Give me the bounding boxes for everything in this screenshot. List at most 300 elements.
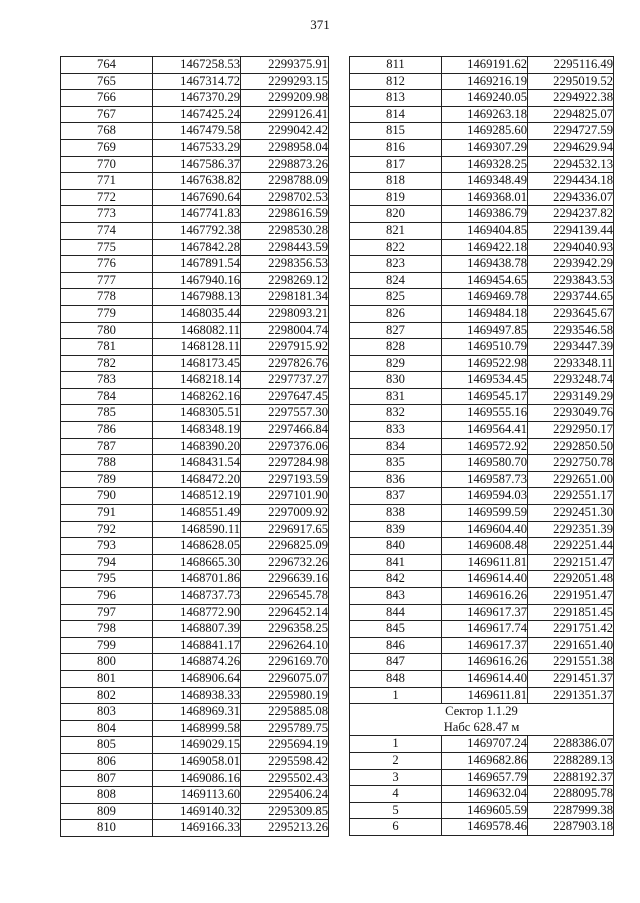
y-coordinate-cell: 2293149.29 xyxy=(528,388,614,405)
x-coordinate-cell: 1469522.98 xyxy=(442,355,528,372)
x-coordinate-cell: 1469611.81 xyxy=(442,554,528,571)
point-number-cell: 778 xyxy=(61,289,153,306)
table-row xyxy=(350,819,614,836)
table-row xyxy=(350,521,614,538)
point-number-cell: 848 xyxy=(350,670,442,687)
table-row xyxy=(350,173,614,190)
x-coordinate-cell: 1469657.79 xyxy=(442,769,528,786)
point-number-cell: 777 xyxy=(61,272,153,289)
point-number-cell: 837 xyxy=(350,488,442,505)
point-number-cell: 787 xyxy=(61,438,153,455)
table-row xyxy=(350,736,614,753)
y-coordinate-cell: 2298530.28 xyxy=(241,222,329,239)
y-coordinate-cell: 2298873.26 xyxy=(241,156,329,173)
y-coordinate-cell: 2292451.30 xyxy=(528,505,614,522)
y-coordinate-cell: 2292551.17 xyxy=(528,488,614,505)
y-coordinate-cell: 2293744.65 xyxy=(528,289,614,306)
y-coordinate-cell: 2294922.38 xyxy=(528,90,614,107)
x-coordinate-cell: 1468262.16 xyxy=(153,388,241,405)
x-coordinate-cell: 1468305.51 xyxy=(153,405,241,422)
x-coordinate-cell: 1468841.17 xyxy=(153,637,241,654)
point-number-cell: 809 xyxy=(61,803,153,820)
x-coordinate-cell: 1467690.64 xyxy=(153,189,241,206)
table-row xyxy=(61,604,329,621)
y-coordinate-cell: 2287903.18 xyxy=(528,819,614,836)
point-number-cell: 817 xyxy=(350,156,442,173)
point-number-cell: 847 xyxy=(350,654,442,671)
table-row xyxy=(350,123,614,140)
x-coordinate-cell: 1469608.48 xyxy=(442,538,528,555)
y-coordinate-cell: 2297284.98 xyxy=(241,455,329,472)
point-number-cell: 797 xyxy=(61,604,153,621)
table-row xyxy=(61,206,329,223)
table-row xyxy=(350,372,614,389)
x-coordinate-cell: 1469113.60 xyxy=(153,787,241,804)
x-coordinate-cell: 1468701.86 xyxy=(153,571,241,588)
table-row xyxy=(350,687,614,704)
table-row xyxy=(61,90,329,107)
table-row xyxy=(350,239,614,256)
table-row xyxy=(61,670,329,687)
x-coordinate-cell: 1469617.74 xyxy=(442,621,528,638)
table-row xyxy=(61,621,329,638)
x-coordinate-cell: 1468772.90 xyxy=(153,604,241,621)
y-coordinate-cell: 2291551.38 xyxy=(528,654,614,671)
table-row xyxy=(350,339,614,356)
table-row xyxy=(350,488,614,505)
table-row xyxy=(350,222,614,239)
table-row xyxy=(61,588,329,605)
table-row xyxy=(61,222,329,239)
y-coordinate-cell: 2296075.07 xyxy=(241,670,329,687)
y-coordinate-cell: 2297193.59 xyxy=(241,471,329,488)
y-coordinate-cell: 2297466.84 xyxy=(241,422,329,439)
x-coordinate-cell: 1467314.72 xyxy=(153,73,241,90)
x-coordinate-cell: 1469263.18 xyxy=(442,106,528,123)
point-number-cell: 821 xyxy=(350,222,442,239)
x-coordinate-cell: 1467940.16 xyxy=(153,272,241,289)
y-coordinate-cell: 2293248.74 xyxy=(528,372,614,389)
point-number-cell: 767 xyxy=(61,106,153,123)
y-coordinate-cell: 2298958.04 xyxy=(241,139,329,156)
y-coordinate-cell: 2293843.53 xyxy=(528,272,614,289)
table-row xyxy=(61,737,329,754)
point-number-cell: 785 xyxy=(61,405,153,422)
table-row xyxy=(61,189,329,206)
table-row xyxy=(61,139,329,156)
x-coordinate-cell: 1469484.18 xyxy=(442,305,528,322)
y-coordinate-cell: 2295213.26 xyxy=(241,820,329,837)
y-coordinate-cell: 2292651.00 xyxy=(528,471,614,488)
table-row xyxy=(350,289,614,306)
x-coordinate-cell: 1469029.15 xyxy=(153,737,241,754)
table-row xyxy=(350,538,614,555)
table-row xyxy=(350,471,614,488)
point-number-cell: 841 xyxy=(350,554,442,571)
x-coordinate-cell: 1468874.26 xyxy=(153,654,241,671)
table-row xyxy=(350,57,614,74)
point-number-cell: 6 xyxy=(350,819,442,836)
y-coordinate-cell: 2299126.41 xyxy=(241,106,329,123)
point-number-cell: 834 xyxy=(350,438,442,455)
y-coordinate-cell: 2296264.10 xyxy=(241,637,329,654)
table-row xyxy=(350,206,614,223)
y-coordinate-cell: 2293348.11 xyxy=(528,355,614,372)
point-number-cell: 808 xyxy=(61,787,153,804)
coordinates-table-right xyxy=(349,56,614,836)
y-coordinate-cell: 2298356.53 xyxy=(241,256,329,273)
y-coordinate-cell: 2294727.59 xyxy=(528,123,614,140)
table-row xyxy=(61,256,329,273)
x-coordinate-cell: 1469386.79 xyxy=(442,206,528,223)
point-number-cell: 816 xyxy=(350,139,442,156)
point-number-cell: 807 xyxy=(61,770,153,787)
x-coordinate-cell: 1468551.49 xyxy=(153,505,241,522)
table-row xyxy=(350,588,614,605)
point-number-cell: 822 xyxy=(350,239,442,256)
x-coordinate-cell: 1469572.92 xyxy=(442,438,528,455)
sector-header xyxy=(350,704,614,736)
table-row xyxy=(350,388,614,405)
point-number-cell: 2 xyxy=(350,752,442,769)
x-coordinate-cell: 1468590.11 xyxy=(153,521,241,538)
table-row xyxy=(350,438,614,455)
point-number-cell: 771 xyxy=(61,173,153,190)
y-coordinate-cell: 2299375.91 xyxy=(241,57,329,74)
x-coordinate-cell: 1468737.73 xyxy=(153,588,241,605)
point-number-cell: 781 xyxy=(61,339,153,356)
point-number-cell: 831 xyxy=(350,388,442,405)
y-coordinate-cell: 2295885.08 xyxy=(241,704,329,721)
x-coordinate-cell: 1468906.64 xyxy=(153,670,241,687)
point-number-cell: 824 xyxy=(350,272,442,289)
x-coordinate-cell: 1467370.29 xyxy=(153,90,241,107)
point-number-cell: 802 xyxy=(61,687,153,704)
y-coordinate-cell: 2299042.42 xyxy=(241,123,329,140)
point-number-cell: 788 xyxy=(61,455,153,472)
table-row xyxy=(350,73,614,90)
table-row xyxy=(350,554,614,571)
point-number-cell: 764 xyxy=(61,57,153,74)
x-coordinate-cell: 1468431.54 xyxy=(153,455,241,472)
x-coordinate-cell: 1469594.03 xyxy=(442,488,528,505)
y-coordinate-cell: 2297009.92 xyxy=(241,505,329,522)
x-coordinate-cell: 1469707.24 xyxy=(442,736,528,753)
y-coordinate-cell: 2287999.38 xyxy=(528,802,614,819)
x-coordinate-cell: 1469564.41 xyxy=(442,422,528,439)
y-coordinate-cell: 2292750.78 xyxy=(528,455,614,472)
table-row xyxy=(61,438,329,455)
table-row xyxy=(350,604,614,621)
x-coordinate-cell: 1468512.19 xyxy=(153,488,241,505)
table-row xyxy=(350,786,614,803)
y-coordinate-cell: 2294532.13 xyxy=(528,156,614,173)
y-coordinate-cell: 2292850.50 xyxy=(528,438,614,455)
x-coordinate-cell: 1468035.44 xyxy=(153,305,241,322)
x-coordinate-cell: 1469617.37 xyxy=(442,637,528,654)
point-number-cell: 793 xyxy=(61,538,153,555)
y-coordinate-cell: 2288095.78 xyxy=(528,786,614,803)
table-row xyxy=(61,704,329,721)
sector-name: Сектор 1.1.29 xyxy=(445,704,518,719)
point-number-cell: 818 xyxy=(350,173,442,190)
table-row xyxy=(61,123,329,140)
y-coordinate-cell: 2294825.07 xyxy=(528,106,614,123)
point-number-cell: 790 xyxy=(61,488,153,505)
table-row xyxy=(61,488,329,505)
y-coordinate-cell: 2298004.74 xyxy=(241,322,329,339)
table-row xyxy=(61,73,329,90)
x-coordinate-cell: 1467479.58 xyxy=(153,123,241,140)
x-coordinate-cell: 1469545.17 xyxy=(442,388,528,405)
point-number-cell: 827 xyxy=(350,322,442,339)
x-coordinate-cell: 1469328.25 xyxy=(442,156,528,173)
table-row xyxy=(350,455,614,472)
x-coordinate-cell: 1468173.45 xyxy=(153,355,241,372)
table-row xyxy=(61,654,329,671)
y-coordinate-cell: 2294237.82 xyxy=(528,206,614,223)
table-row xyxy=(350,654,614,671)
table-row xyxy=(350,355,614,372)
x-coordinate-cell: 1468218.14 xyxy=(153,372,241,389)
y-coordinate-cell: 2293546.58 xyxy=(528,322,614,339)
point-number-cell: 836 xyxy=(350,471,442,488)
x-coordinate-cell: 1468628.05 xyxy=(153,538,241,555)
point-number-cell: 792 xyxy=(61,521,153,538)
table-row xyxy=(61,422,329,439)
point-number-cell: 779 xyxy=(61,305,153,322)
table-row xyxy=(350,505,614,522)
table-row xyxy=(61,505,329,522)
x-coordinate-cell: 1467891.54 xyxy=(153,256,241,273)
y-coordinate-cell: 2295694.19 xyxy=(241,737,329,754)
y-coordinate-cell: 2296732.26 xyxy=(241,554,329,571)
point-number-cell: 819 xyxy=(350,189,442,206)
point-number-cell: 814 xyxy=(350,106,442,123)
x-coordinate-cell: 1468969.31 xyxy=(153,704,241,721)
point-number-cell: 815 xyxy=(350,123,442,140)
point-number-cell: 833 xyxy=(350,422,442,439)
table-row xyxy=(61,173,329,190)
x-coordinate-cell: 1469616.26 xyxy=(442,588,528,605)
point-number-cell: 780 xyxy=(61,322,153,339)
point-number-cell: 804 xyxy=(61,720,153,737)
y-coordinate-cell: 2292251.44 xyxy=(528,538,614,555)
y-coordinate-cell: 2298181.34 xyxy=(241,289,329,306)
point-number-cell: 806 xyxy=(61,753,153,770)
x-coordinate-cell: 1468938.33 xyxy=(153,687,241,704)
x-coordinate-cell: 1467258.53 xyxy=(153,57,241,74)
y-coordinate-cell: 2293049.76 xyxy=(528,405,614,422)
x-coordinate-cell: 1469587.73 xyxy=(442,471,528,488)
x-coordinate-cell: 1468999.58 xyxy=(153,720,241,737)
y-coordinate-cell: 2294139.44 xyxy=(528,222,614,239)
sector-header-row xyxy=(350,704,614,736)
point-number-cell: 845 xyxy=(350,621,442,638)
point-number-cell: 843 xyxy=(350,588,442,605)
y-coordinate-cell: 2295406.24 xyxy=(241,787,329,804)
y-coordinate-cell: 2298093.21 xyxy=(241,305,329,322)
point-number-cell: 801 xyxy=(61,670,153,687)
x-coordinate-cell: 1469611.81 xyxy=(442,687,528,704)
y-coordinate-cell: 2297557.30 xyxy=(241,405,329,422)
x-coordinate-cell: 1469510.79 xyxy=(442,339,528,356)
table-row xyxy=(350,637,614,654)
point-number-cell: 795 xyxy=(61,571,153,588)
x-coordinate-cell: 1469404.85 xyxy=(442,222,528,239)
x-coordinate-cell: 1469469.78 xyxy=(442,289,528,306)
point-number-cell: 5 xyxy=(350,802,442,819)
table-row xyxy=(61,637,329,654)
x-coordinate-cell: 1467988.13 xyxy=(153,289,241,306)
x-coordinate-cell: 1467425.24 xyxy=(153,106,241,123)
y-coordinate-cell: 2295309.85 xyxy=(241,803,329,820)
x-coordinate-cell: 1469368.01 xyxy=(442,189,528,206)
y-coordinate-cell: 2295980.19 xyxy=(241,687,329,704)
point-number-cell: 800 xyxy=(61,654,153,671)
y-coordinate-cell: 2293942.29 xyxy=(528,256,614,273)
table-row xyxy=(350,305,614,322)
table-row xyxy=(61,272,329,289)
point-number-cell: 812 xyxy=(350,73,442,90)
point-number-cell: 820 xyxy=(350,206,442,223)
x-coordinate-cell: 1469454.65 xyxy=(442,272,528,289)
table-row xyxy=(61,571,329,588)
point-number-cell: 825 xyxy=(350,289,442,306)
table-row xyxy=(61,521,329,538)
y-coordinate-cell: 2296917.65 xyxy=(241,521,329,538)
point-number-cell: 789 xyxy=(61,471,153,488)
y-coordinate-cell: 2295502.43 xyxy=(241,770,329,787)
x-coordinate-cell: 1468390.20 xyxy=(153,438,241,455)
table-row xyxy=(61,770,329,787)
point-number-cell: 805 xyxy=(61,737,153,754)
x-coordinate-cell: 1469534.45 xyxy=(442,372,528,389)
y-coordinate-cell: 2291651.40 xyxy=(528,637,614,654)
x-coordinate-cell: 1468082.11 xyxy=(153,322,241,339)
y-coordinate-cell: 2298269.12 xyxy=(241,272,329,289)
y-coordinate-cell: 2297101.90 xyxy=(241,488,329,505)
table-row xyxy=(350,322,614,339)
table-row xyxy=(350,90,614,107)
point-number-cell: 835 xyxy=(350,455,442,472)
y-coordinate-cell: 2299293.15 xyxy=(241,73,329,90)
point-number-cell: 791 xyxy=(61,505,153,522)
x-coordinate-cell: 1469682.86 xyxy=(442,752,528,769)
table-row xyxy=(61,322,329,339)
point-number-cell: 4 xyxy=(350,786,442,803)
point-number-cell: 784 xyxy=(61,388,153,405)
table-row xyxy=(61,405,329,422)
x-coordinate-cell: 1469438.78 xyxy=(442,256,528,273)
y-coordinate-cell: 2288289.13 xyxy=(528,752,614,769)
table-row xyxy=(350,670,614,687)
table-row xyxy=(350,621,614,638)
point-number-cell: 829 xyxy=(350,355,442,372)
x-coordinate-cell: 1467842.28 xyxy=(153,239,241,256)
point-number-cell: 842 xyxy=(350,571,442,588)
x-coordinate-cell: 1469307.29 xyxy=(442,139,528,156)
table-row xyxy=(350,571,614,588)
y-coordinate-cell: 2294434.18 xyxy=(528,173,614,190)
table-row xyxy=(61,538,329,555)
table-row xyxy=(350,139,614,156)
y-coordinate-cell: 2292051.48 xyxy=(528,571,614,588)
point-number-cell: 813 xyxy=(350,90,442,107)
x-coordinate-cell: 1469216.19 xyxy=(442,73,528,90)
table-row xyxy=(61,372,329,389)
x-coordinate-cell: 1469140.32 xyxy=(153,803,241,820)
x-coordinate-cell: 1469614.40 xyxy=(442,571,528,588)
y-coordinate-cell: 2296358.25 xyxy=(241,621,329,638)
y-coordinate-cell: 2295598.42 xyxy=(241,753,329,770)
table-row xyxy=(350,256,614,273)
x-coordinate-cell: 1469191.62 xyxy=(442,57,528,74)
point-number-cell: 828 xyxy=(350,339,442,356)
x-coordinate-cell: 1469616.26 xyxy=(442,654,528,671)
y-coordinate-cell: 2291851.45 xyxy=(528,604,614,621)
table-row xyxy=(350,802,614,819)
y-coordinate-cell: 2292151.47 xyxy=(528,554,614,571)
x-coordinate-cell: 1469285.60 xyxy=(442,123,528,140)
point-number-cell: 773 xyxy=(61,206,153,223)
point-number-cell: 786 xyxy=(61,422,153,439)
point-number-cell: 765 xyxy=(61,73,153,90)
x-coordinate-cell: 1469599.59 xyxy=(442,505,528,522)
table-row xyxy=(61,388,329,405)
table-row xyxy=(61,720,329,737)
y-coordinate-cell: 2296545.78 xyxy=(241,588,329,605)
x-coordinate-cell: 1469555.16 xyxy=(442,405,528,422)
table-row xyxy=(61,820,329,837)
table-row xyxy=(350,189,614,206)
table-row xyxy=(61,554,329,571)
x-coordinate-cell: 1468348.19 xyxy=(153,422,241,439)
y-coordinate-cell: 2294336.07 xyxy=(528,189,614,206)
point-number-cell: 782 xyxy=(61,355,153,372)
x-coordinate-cell: 1469058.01 xyxy=(153,753,241,770)
y-coordinate-cell: 2296639.16 xyxy=(241,571,329,588)
table-row xyxy=(61,106,329,123)
point-number-cell: 846 xyxy=(350,637,442,654)
x-coordinate-cell: 1468472.20 xyxy=(153,471,241,488)
point-number-cell: 769 xyxy=(61,139,153,156)
y-coordinate-cell: 2294040.93 xyxy=(528,239,614,256)
y-coordinate-cell: 2299209.98 xyxy=(241,90,329,107)
y-coordinate-cell: 2298616.59 xyxy=(241,206,329,223)
point-number-cell: 823 xyxy=(350,256,442,273)
x-coordinate-cell: 1467792.38 xyxy=(153,222,241,239)
point-number-cell: 830 xyxy=(350,372,442,389)
sector-height: Набс 628.47 м xyxy=(443,719,520,734)
x-coordinate-cell: 1469497.85 xyxy=(442,322,528,339)
point-number-cell: 811 xyxy=(350,57,442,74)
y-coordinate-cell: 2291951.47 xyxy=(528,588,614,605)
point-number-cell: 803 xyxy=(61,704,153,721)
y-coordinate-cell: 2295019.52 xyxy=(528,73,614,90)
x-coordinate-cell: 1467741.83 xyxy=(153,206,241,223)
y-coordinate-cell: 2297376.06 xyxy=(241,438,329,455)
y-coordinate-cell: 2295789.75 xyxy=(241,720,329,737)
y-coordinate-cell: 2297915.92 xyxy=(241,339,329,356)
point-number-cell: 840 xyxy=(350,538,442,555)
table-row xyxy=(61,239,329,256)
table-row xyxy=(350,422,614,439)
y-coordinate-cell: 2294629.94 xyxy=(528,139,614,156)
x-coordinate-cell: 1467586.37 xyxy=(153,156,241,173)
y-coordinate-cell: 2296452.14 xyxy=(241,604,329,621)
x-coordinate-cell: 1469605.59 xyxy=(442,802,528,819)
